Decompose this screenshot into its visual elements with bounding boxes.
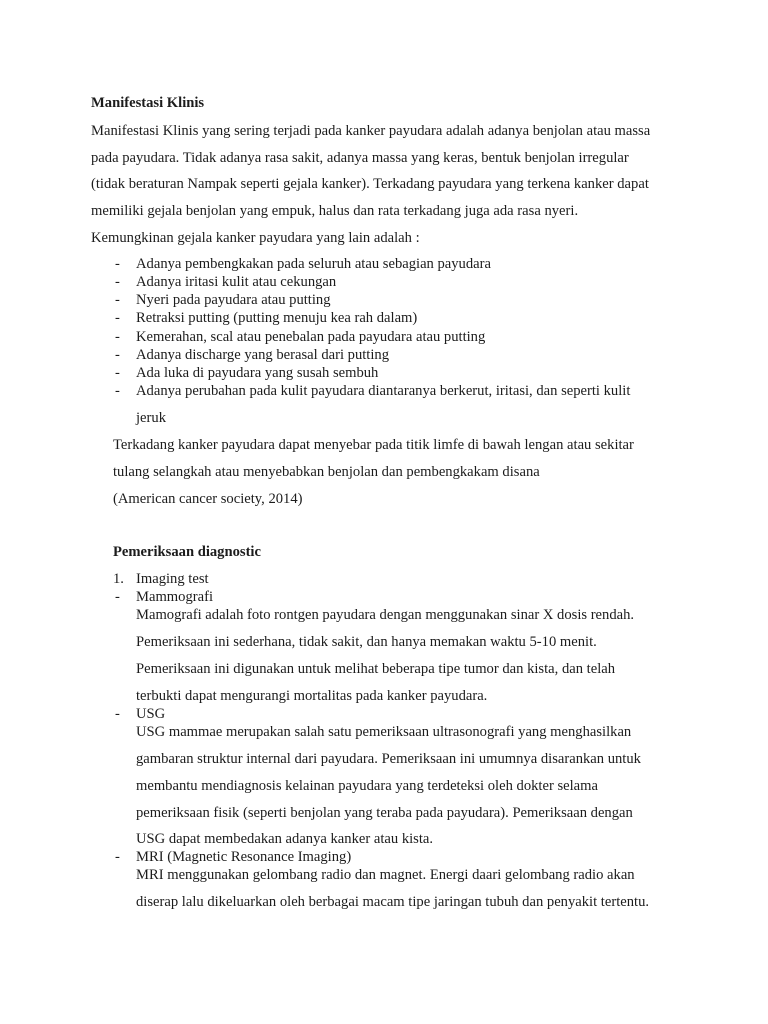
dash-marker: - [115,706,120,722]
section-heading-manifestasi: Manifestasi Klinis [91,95,205,111]
paragraph-line: diserap lalu dikeluarkan oleh berbagai macam tipe jaringan tubuh dan penyakit tertentu. [136,894,650,910]
bullet-marker: - [115,329,120,345]
subitem-title-usg: USG [136,706,166,722]
paragraph-line: membantu mendiagnosis kelainan payudara yang terdeteksi oleh dokter selama [136,778,598,794]
paragraph-line: Pemeriksaan ini sederhana, tidak sakit, dan hanya memakan waktu 5-10 menit. [136,634,597,650]
paragraph-line: MRI menggunakan gelombang radio dan magnet. Energi daari gelombang radio akan [136,867,635,883]
bullet-marker: - [115,274,120,290]
paragraph-line: Kemungkinan gejala kanker payudara yang lain adalah : [91,230,420,246]
paragraph-line: Pemeriksaan ini digunakan untuk melihat beberapa tipe tumor dan kista, dan telah [136,661,616,677]
paragraph-line: gambaran struktur internal dari payudara. Pemeriksaan ini umumnya disarankan untuk [136,751,641,767]
subitem-title-mammografi: Mammografi [136,589,214,605]
list-item: Ada luka di payudara yang susah sembuh [136,365,379,381]
section-heading-pemeriksaan: Pemeriksaan diagnostic [113,544,261,560]
subitem-title-mri: MRI (Magnetic Resonance Imaging) [136,849,352,865]
citation: (American cancer society, 2014) [113,491,303,507]
list-item-imaging: Imaging test [136,571,209,587]
bullet-marker: - [115,383,120,399]
paragraph-line: terbukti dapat mengurangi mortalitas pada kanker payudara. [136,688,488,704]
list-item: Retraksi putting (putting menuju kea rah dalam) [136,310,418,326]
bullet-marker: - [115,347,120,363]
bullet-marker: - [115,310,120,326]
paragraph-line: (tidak beraturan Nampak seperti gejala kanker). Terkadang payudara yang terkena kanker dapat [91,176,649,192]
paragraph-line: pemeriksaan fisik (seperti benjolan yang teraba pada payudara). Pemeriksaan dengan [136,805,633,821]
list-item: Adanya iritasi kulit atau cekungan [136,274,337,290]
list-item: Adanya perubahan pada kulit payudara diantaranya berkerut, iritasi, dan seperti kulit [136,383,631,399]
bullet-marker: - [115,256,120,272]
list-number: 1. [113,571,124,587]
list-item: Adanya pembengkakan pada seluruh atau sebagian payudara [136,256,491,272]
bullet-marker: - [115,292,120,308]
list-item: Kemerahan, scal atau penebalan pada payudara atau putting [136,329,486,345]
paragraph-line: USG dapat membedakan adanya kanker atau kista. [136,831,434,847]
list-item: Adanya discharge yang berasal dari putting [136,347,390,363]
bullet-marker: - [115,365,120,381]
paragraph-line: tulang selangkah atau menyebabkan benjolan dan pembengkakam disana [113,464,540,480]
paragraph-line: pada payudara. Tidak adanya rasa sakit, adanya massa yang keras, bentuk benjolan irregular [91,150,629,166]
list-item: Nyeri pada payudara atau putting [136,292,331,308]
paragraph-line: Manifestasi Klinis yang sering terjadi pada kanker payudara adalah adanya benjolan atau massa [91,123,651,139]
paragraph-line: Mamografi adalah foto rontgen payudara dengan menggunakan sinar X dosis rendah. [136,607,635,623]
paragraph-line: USG mammae merupakan salah satu pemeriksaan ultrasonografi yang menghasilkan [136,724,632,740]
dash-marker: - [115,589,120,605]
paragraph-line: memiliki gejala benjolan yang empuk, halus dan rata terkadang juga ada rasa nyeri. [91,203,579,219]
list-item-continuation: jeruk [136,410,166,426]
dash-marker: - [115,849,120,865]
paragraph-line: Terkadang kanker payudara dapat menyebar pada titik limfe di bawah lengan atau sekitar [113,437,634,453]
